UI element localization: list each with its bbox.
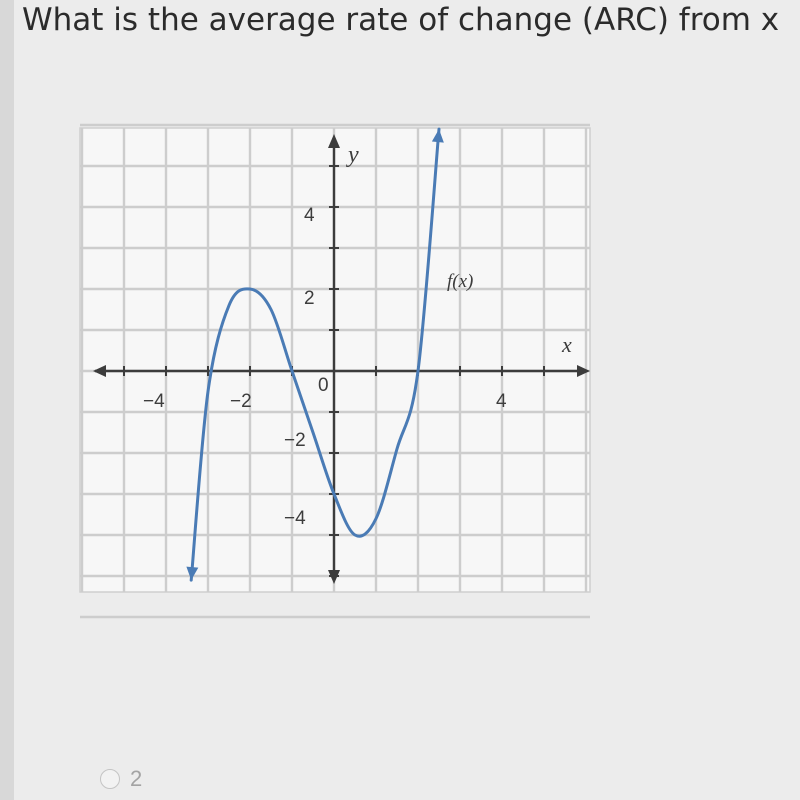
x-tick-label-neg4: −4 bbox=[143, 391, 165, 412]
y-tick-label-neg2: −2 bbox=[284, 430, 306, 451]
origin-label: 0 bbox=[318, 375, 329, 396]
x-tick-label-4: 4 bbox=[496, 391, 507, 412]
answer-choice-1[interactable] bbox=[100, 766, 142, 792]
y-tick-label-neg4: −4 bbox=[284, 508, 306, 529]
function-label: f(x) bbox=[447, 271, 474, 292]
x-axis-label: x bbox=[562, 332, 572, 357]
question-text: What is the average rate of change (ARC) from x bbox=[22, 2, 780, 38]
y-tick-label-2: 2 bbox=[304, 288, 315, 309]
y-tick-label-4: 4 bbox=[304, 205, 315, 226]
radio-button[interactable] bbox=[100, 769, 120, 789]
answer-choice-label: 2 bbox=[130, 766, 143, 791]
y-axis-label: y bbox=[348, 142, 359, 168]
x-tick-label-neg2: −2 bbox=[230, 391, 252, 412]
